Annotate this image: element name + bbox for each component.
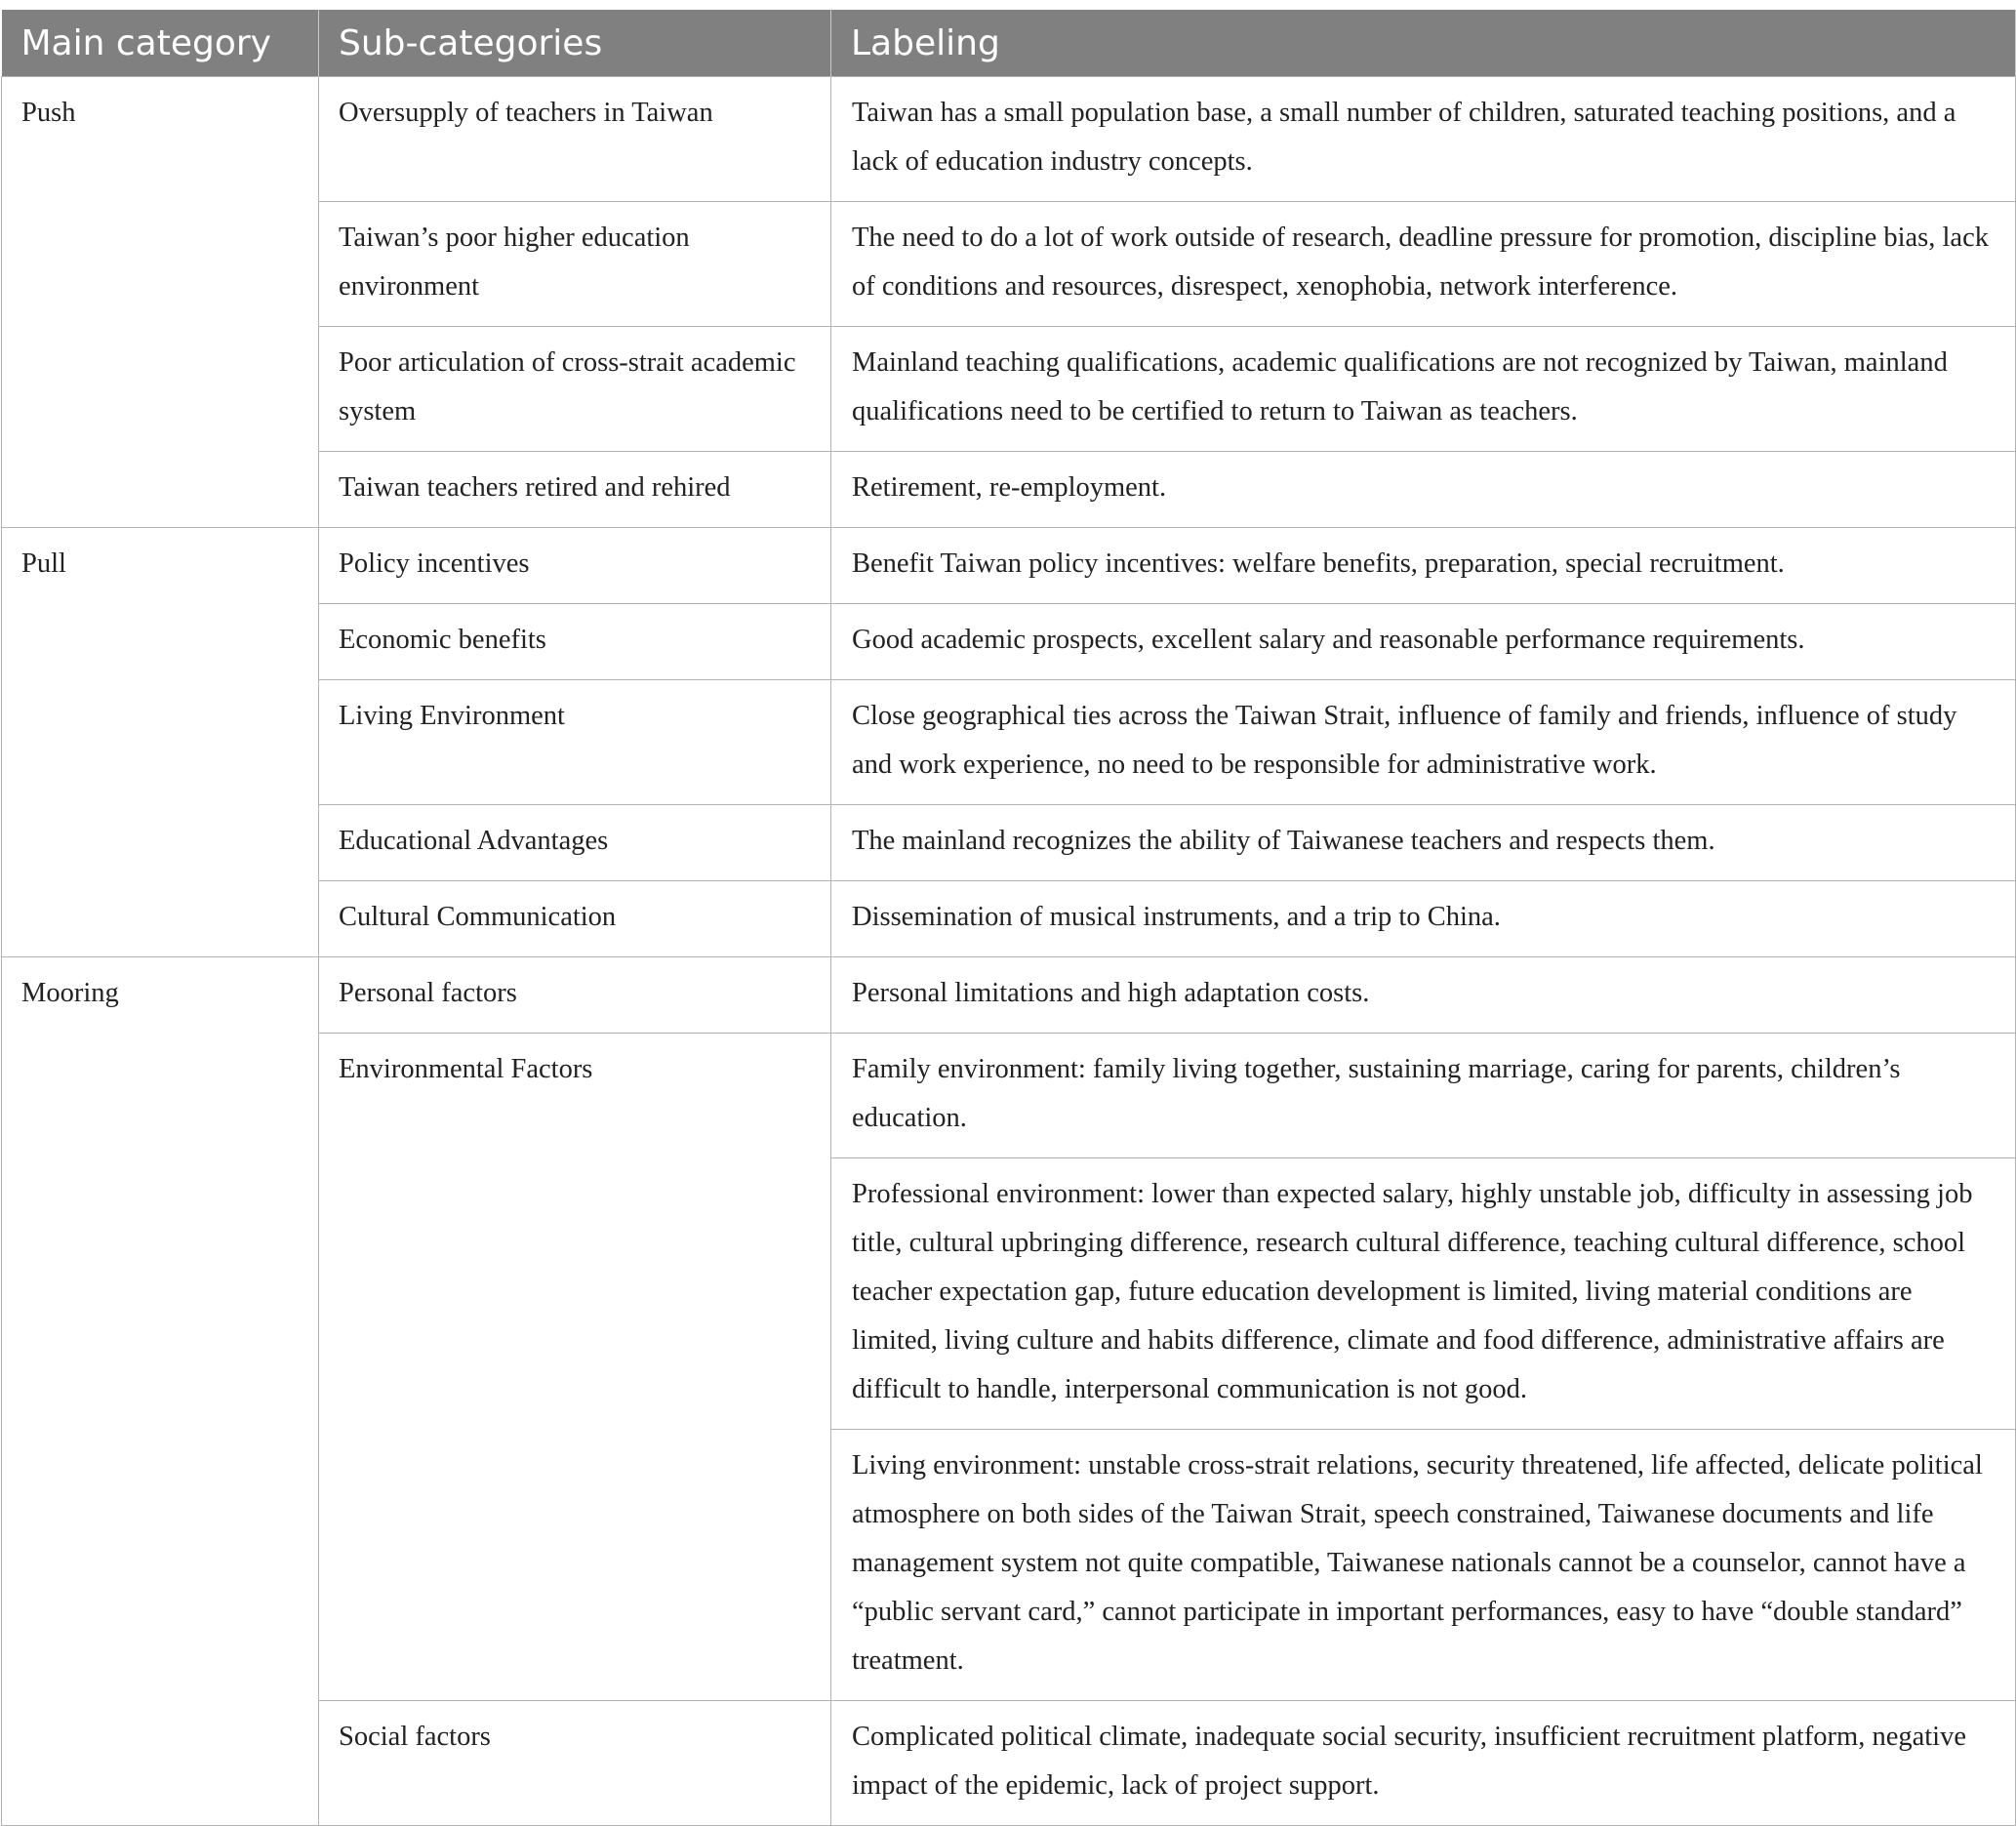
table-row bbox=[2, 528, 2016, 604]
labeling-cell: The mainland recognizes the ability of Taiwanese teachers and respects them. bbox=[831, 805, 2016, 881]
header-labeling: Labeling bbox=[831, 10, 2016, 77]
sub-category: Oversupply of teachers in Taiwan bbox=[319, 77, 831, 202]
sub-category: Taiwan’s poor higher education environment bbox=[319, 202, 831, 327]
sub-category: Personal factors bbox=[319, 957, 831, 1034]
labeling-cell: Close geographical ties across the Taiwan Strait, influence of family and friends, influence of study and work experience, no need to be responsible for administrative work. bbox=[831, 680, 2016, 805]
labeling-cell: Retirement, re-employment. bbox=[831, 452, 2016, 528]
labeling-cell: The need to do a lot of work outside of research, deadline pressure for promotion, discipline bias, lack of conditions and resources, disrespect, xenophobia, network interference. bbox=[831, 202, 2016, 327]
labeling-cell: Professional environment: lower than expected salary, highly unstable job, difficulty in assessing job title, cultural upbringing difference, research cultural difference, teaching cultural difference, school teacher expectation gap, future education development is limited, living material conditions are limited, living culture and habits difference, climate and food difference, administrative affairs are difficult to handle, interpersonal communication is not good. bbox=[831, 1158, 2016, 1430]
sub-category: Social factors bbox=[319, 1701, 831, 1826]
categories-table bbox=[1, 10, 2016, 1826]
header-sub-categories: Sub-categories bbox=[319, 10, 831, 77]
labeling-cell: Benefit Taiwan policy incentives: welfare benefits, preparation, special recruitment. bbox=[831, 528, 2016, 604]
main-category-pull: Pull bbox=[2, 528, 319, 957]
header-main-category: Main category bbox=[2, 10, 319, 77]
header-row bbox=[2, 10, 2016, 77]
labeling-cell: Complicated political climate, inadequate social security, insufficient recruitment platform, negative impact of the epidemic, lack of project support. bbox=[831, 1701, 2016, 1826]
sub-category: Living Environment bbox=[319, 680, 831, 805]
labeling-cell: Personal limitations and high adaptation costs. bbox=[831, 957, 2016, 1034]
main-category-push: Push bbox=[2, 77, 319, 528]
labeling-cell: Good academic prospects, excellent salary and reasonable performance requirements. bbox=[831, 604, 2016, 680]
sub-category: Economic benefits bbox=[319, 604, 831, 680]
table-row bbox=[2, 957, 2016, 1034]
sub-category: Cultural Communication bbox=[319, 881, 831, 957]
main-category-mooring: Mooring bbox=[2, 957, 319, 1826]
sub-category: Environmental Factors bbox=[319, 1034, 831, 1701]
table-row bbox=[2, 77, 2016, 202]
labeling-cell: Taiwan has a small population base, a small number of children, saturated teaching positions, and a lack of education industry concepts. bbox=[831, 77, 2016, 202]
sub-category: Taiwan teachers retired and rehired bbox=[319, 452, 831, 528]
sub-category: Educational Advantages bbox=[319, 805, 831, 881]
sub-category: Policy incentives bbox=[319, 528, 831, 604]
labeling-cell: Mainland teaching qualifications, academic qualifications are not recognized by Taiwan, mainland qualifications need to be certified to return to Taiwan as teachers. bbox=[831, 327, 2016, 452]
labeling-cell: Living environment: unstable cross-strait relations, security threatened, life affected, delicate political atmosphere on both sides of the Taiwan Strait, speech constrained, Taiwanese documents and life management system not quite compatible, Taiwanese nationals cannot be a counselor, cannot have a “public servant card,” cannot participate in important performances, easy to have “double standard” treatment. bbox=[831, 1430, 2016, 1701]
sub-category: Poor articulation of cross-strait academic system bbox=[319, 327, 831, 452]
labeling-cell: Dissemination of musical instruments, and a trip to China. bbox=[831, 881, 2016, 957]
labeling-cell: Family environment: family living together, sustaining marriage, caring for parents, children’s education. bbox=[831, 1034, 2016, 1158]
